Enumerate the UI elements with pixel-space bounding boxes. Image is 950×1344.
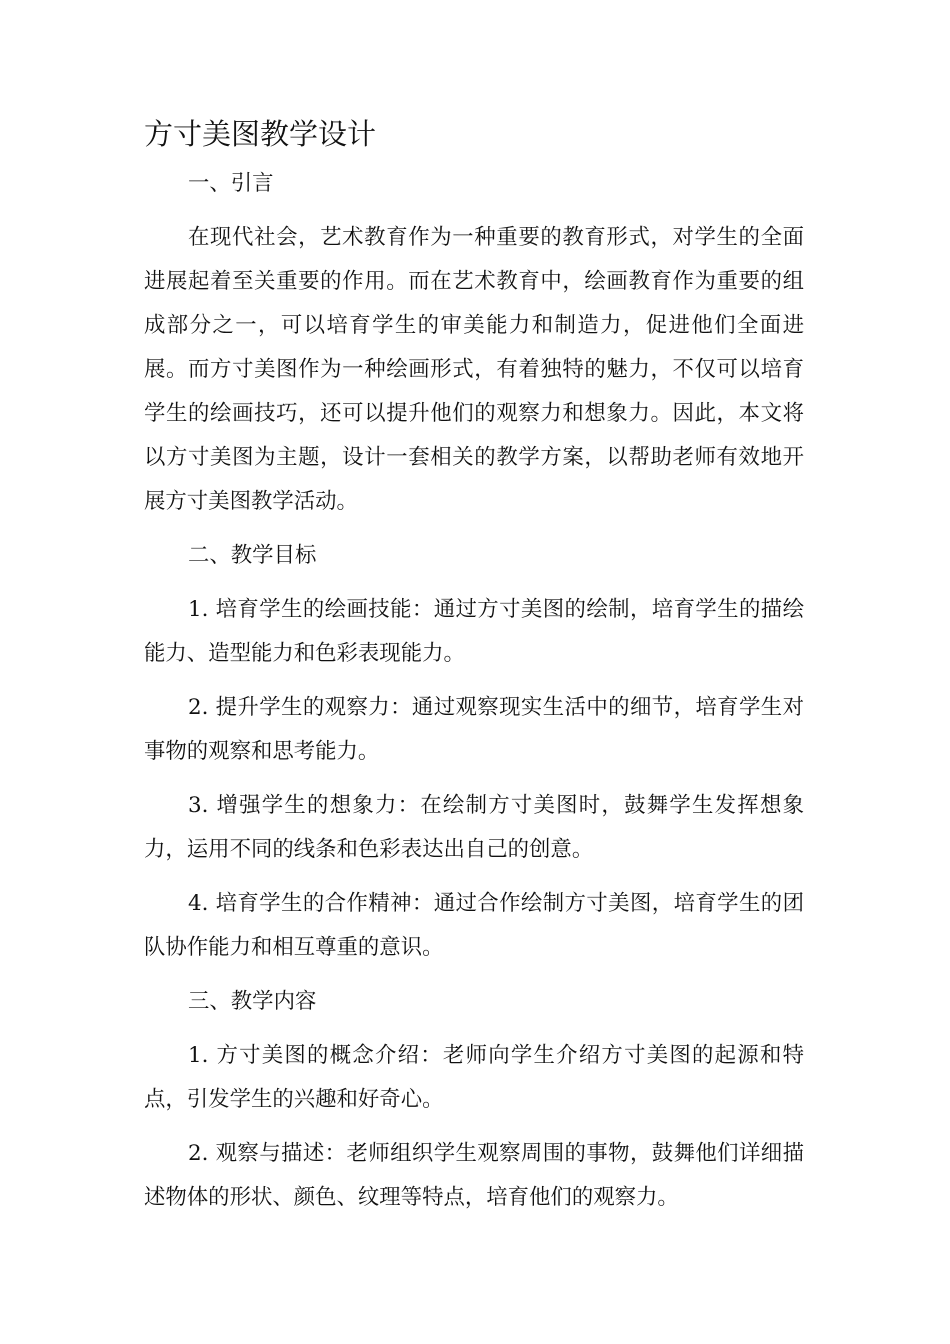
content-item-2: 2. 观察与描述：老师组织学生观察周围的事物，鼓舞他们详细描述物体的形状、颜色、纹理等特点，培育他们的观察力。	[144, 1141, 804, 1210]
intro-paragraph: 在现代社会，艺术教育作为一种重要的教育形式，对学生的全面进展起着至关重要的作用。而在艺术教育中，绘画教育作为重要的组成部分之一，可以培育学生的审美能力和制造力，促进他们全面进展。而方寸美图作为一种绘画形式，有着独特的魅力，不仅可以培育学生的绘画技巧，还可以提升他们的观察力和想象力。因此，本文将以方寸美图为主题，设计一套相关的教学方案，以帮助老师有效地开展方寸美图教学活动。	[144, 225, 804, 514]
document-body	[144, 112, 804, 1230]
section-heading-content: 三、教学内容	[188, 989, 317, 1014]
section-heading-goals: 二、教学目标	[188, 543, 317, 568]
document-title: 方寸美图教学设计	[144, 117, 377, 151]
goal-item-4: 4. 培育学生的合作精神：通过合作绘制方寸美图，培育学生的团队协作能力和相互尊重的意识。	[144, 891, 804, 960]
goal-item-1: 1. 培育学生的绘画技能：通过方寸美图的绘制，培育学生的描绘能力、造型能力和色彩表现能力。	[144, 597, 804, 666]
goal-item-2: 2. 提升学生的观察力：通过观察现实生活中的细节，培育学生对事物的观察和思考能力。	[144, 695, 804, 764]
goal-item-3: 3. 增强学生的想象力：在绘制方寸美图时，鼓舞学生发挥想象力，运用不同的线条和色彩表达出自己的创意。	[144, 793, 804, 862]
section-heading-intro: 一、引言	[188, 171, 274, 196]
content-item-1: 1. 方寸美图的概念介绍：老师向学生介绍方寸美图的起源和特点，引发学生的兴趣和好奇心。	[144, 1043, 804, 1112]
